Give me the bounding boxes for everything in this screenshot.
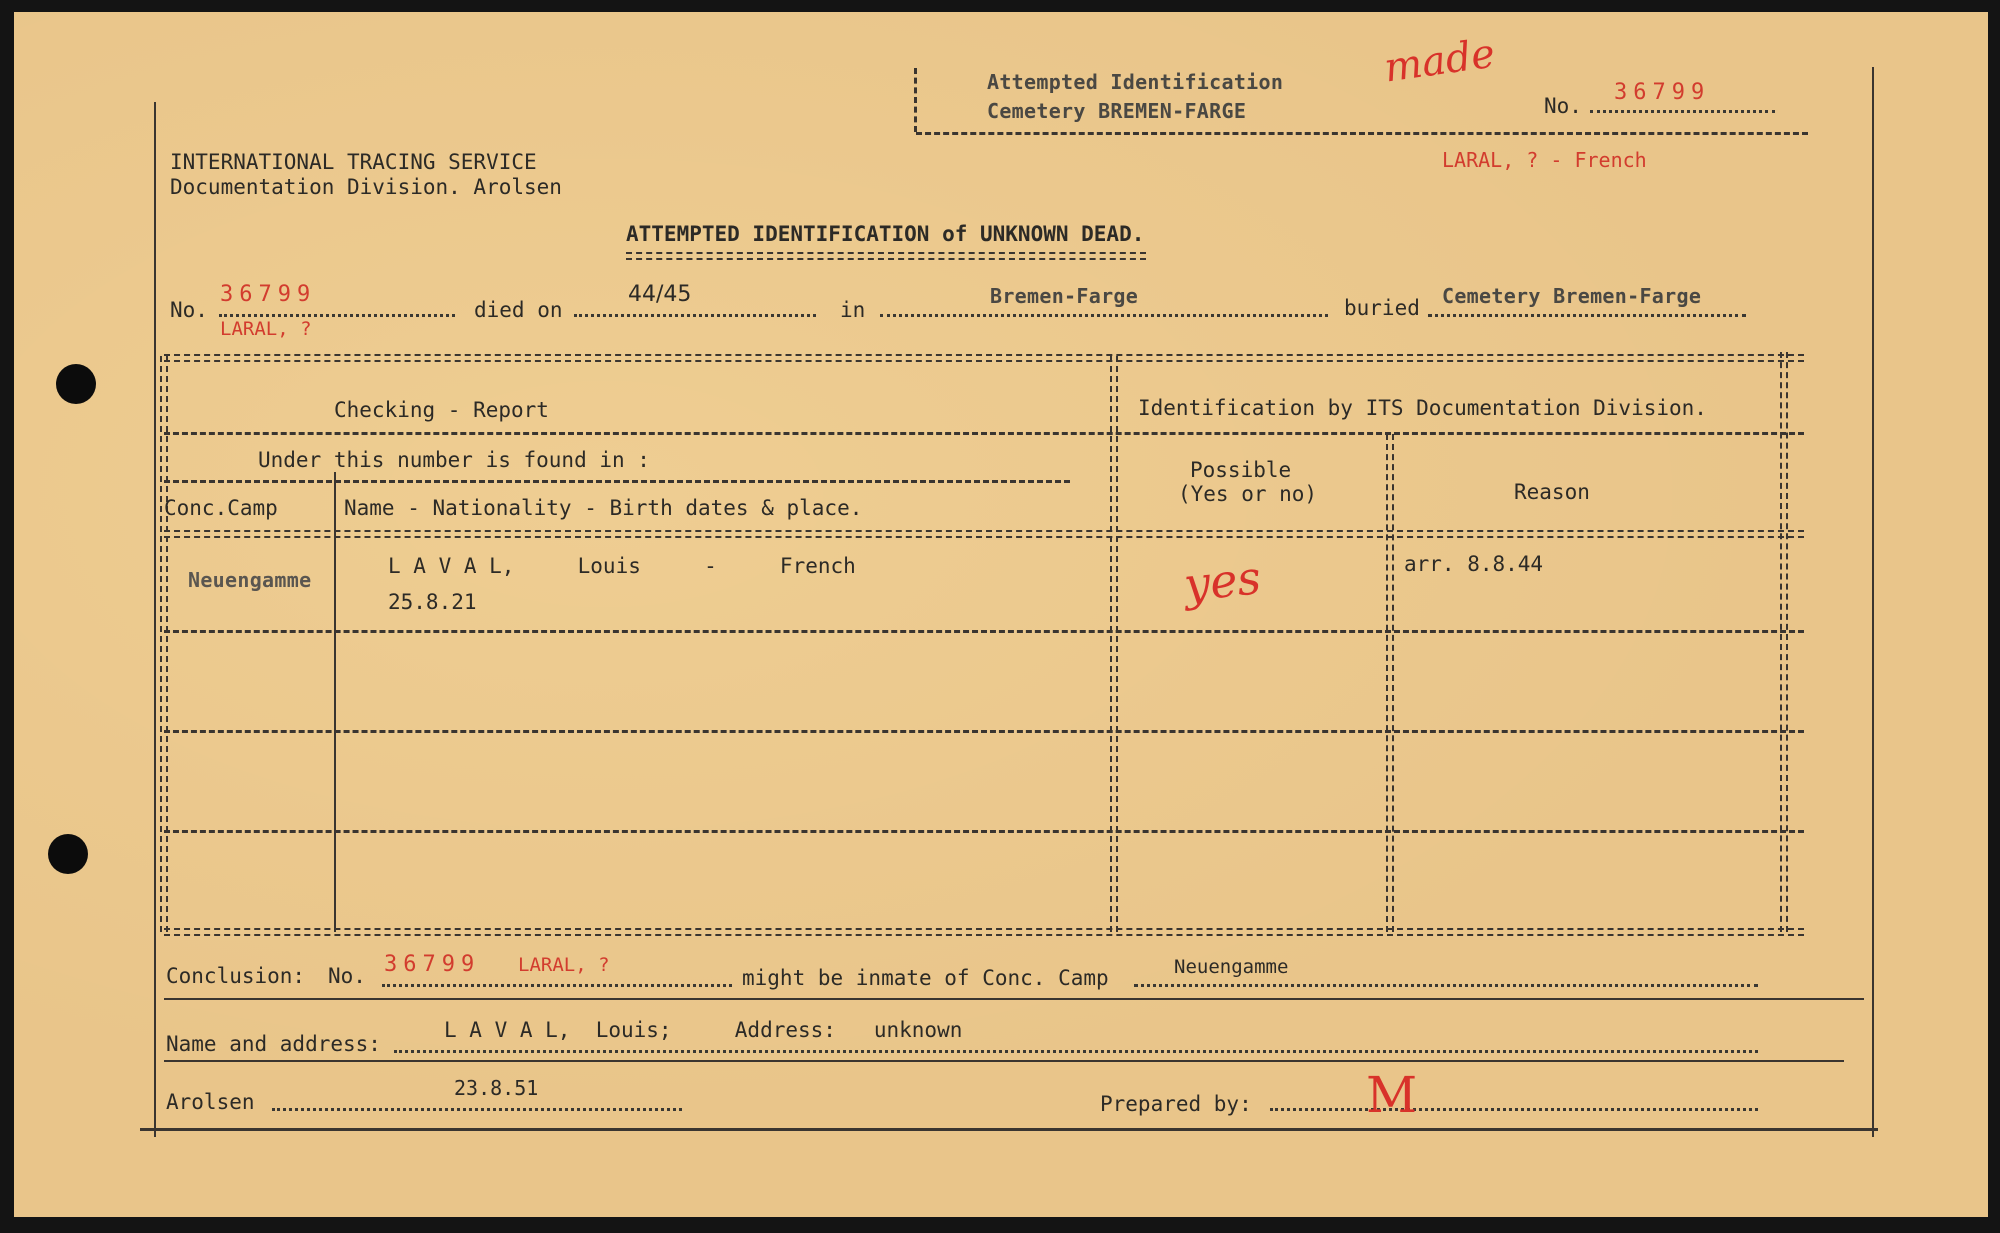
conclusion-middle-text: might be inmate of Conc. Camp — [742, 966, 1109, 990]
place-value: Bremen-Farge — [990, 284, 1139, 308]
table-divider-main — [1110, 356, 1118, 932]
name-address-dots — [394, 1050, 1758, 1053]
header-no-value: 36799 — [1614, 80, 1711, 105]
row-details-line2: 25.8.21 — [388, 590, 477, 614]
prepared-by-initial: M — [1366, 1066, 1418, 1124]
table-divider-camp — [334, 472, 336, 932]
header-name-red: LARAL, ? - French — [1442, 148, 1647, 172]
row-separator — [164, 830, 1804, 833]
stamp-line-1: Attempted Identification — [987, 70, 1284, 94]
conclusion-name-red: LARAL, ? — [518, 954, 610, 976]
found-in-label: Under this number is found in : — [258, 448, 650, 472]
title-underline — [626, 252, 1146, 260]
row-separator — [164, 630, 1804, 633]
handwritten-note: made — [1381, 30, 1498, 92]
record-name-red: LARAL, ? — [220, 318, 312, 340]
in-label: in — [840, 298, 866, 322]
conclusion-separator — [164, 998, 1864, 1000]
stamp-line-2: Cemetery BREMEN-FARGE — [987, 99, 1247, 123]
table-divider-reason — [1386, 434, 1394, 932]
row-camp: Neuengamme — [188, 568, 312, 592]
header-row-border — [164, 530, 1804, 538]
prepared-by-dots — [1270, 1108, 1758, 1111]
heading-separator — [164, 432, 1804, 435]
row-possible: yes — [1181, 550, 1264, 612]
conclusion-no-label: No. — [328, 964, 366, 988]
header-no-dots — [1590, 110, 1775, 113]
place-dots — [880, 314, 1328, 317]
conclusion-camp-dots — [1134, 984, 1758, 987]
table-left-border — [160, 356, 168, 932]
died-value: 44/45 — [628, 282, 692, 307]
name-address-label: Name and address: — [166, 1032, 381, 1056]
row-details-line1: L A V A L, Louis - French — [388, 554, 856, 578]
footer-date-dots — [272, 1108, 682, 1111]
buried-value: Cemetery Bremen-Farge — [1442, 284, 1702, 308]
name-address-separator — [164, 1060, 1844, 1062]
punch-hole — [48, 834, 88, 874]
page-title: ATTEMPTED IDENTIFICATION of UNKNOWN DEAD. — [626, 222, 1145, 246]
identification-heading: Identification by ITS Documentation Division. — [1138, 396, 1707, 420]
col-possible-sub: (Yes or no) — [1178, 482, 1318, 506]
found-in-separator — [164, 480, 1070, 483]
conclusion-no-dots — [382, 984, 732, 987]
table-top-border — [164, 354, 1804, 362]
document-card — [14, 12, 1988, 1217]
org-name: INTERNATIONAL TRACING SERVICE — [170, 150, 537, 174]
conclusion-no-value: 36799 — [384, 952, 481, 977]
table-bottom-border — [164, 928, 1804, 936]
buried-label: buried — [1344, 296, 1420, 320]
org-division: Documentation Division. Arolsen — [170, 175, 562, 199]
col-reason-header: Reason — [1514, 480, 1590, 504]
stamp-bracket — [914, 68, 917, 132]
col-possible-header: Possible — [1190, 458, 1292, 482]
frame-right-border — [1872, 67, 1874, 1137]
record-no-label: No. — [170, 298, 208, 322]
name-address-value: L A V A L, Louis; Address: unknown — [444, 1018, 963, 1042]
prepared-by-label: Prepared by: — [1100, 1092, 1252, 1116]
frame-bottom-border — [140, 1128, 1878, 1131]
record-no-value: 36799 — [220, 282, 317, 307]
header-no-label: No. — [1544, 94, 1582, 118]
conclusion-label: Conclusion: — [166, 964, 306, 988]
table-right-border — [1780, 352, 1788, 932]
conclusion-camp-value: Neuengamme — [1174, 956, 1289, 978]
died-label: died on — [474, 298, 563, 322]
frame-left-border — [154, 102, 156, 1137]
footer-place-label: Arolsen — [166, 1090, 255, 1114]
stamp-underline — [916, 132, 1808, 135]
row-separator — [164, 730, 1804, 733]
checking-report-heading: Checking - Report — [334, 398, 549, 422]
footer-date-value: 23.8.51 — [454, 1076, 539, 1100]
died-dots — [574, 314, 816, 317]
punch-hole — [56, 364, 96, 404]
row-reason: arr. 8.8.44 — [1404, 552, 1544, 576]
record-no-dots — [219, 314, 455, 317]
buried-dots — [1428, 314, 1746, 317]
col-camp-header: Conc.Camp — [164, 496, 278, 520]
col-details-header: Name - Nationality - Birth dates & place. — [344, 496, 863, 520]
